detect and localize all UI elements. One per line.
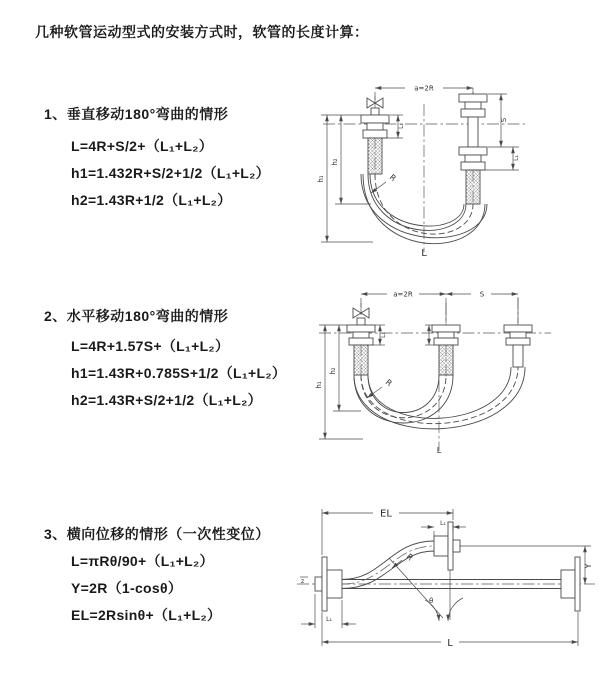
- left-flange-assembly: [315, 557, 342, 611]
- dim-label-l1-top: L₁: [440, 520, 446, 527]
- dimension-l1-left: [301, 594, 356, 628]
- section-2-formula-L: L=4R+1.57S+（L₁+L₂）: [71, 338, 230, 354]
- dimension-l1-top: [421, 520, 466, 536]
- dim-label-el: EL: [380, 508, 392, 520]
- section-2-heading: 2、水平移动180°弯曲的情形: [44, 308, 229, 324]
- dim-label-s: S: [479, 290, 485, 299]
- dim-label-l: L: [447, 638, 453, 649]
- dim-label-a2r: a=2R: [393, 290, 413, 299]
- centerline-mark: z: [301, 578, 305, 585]
- diagram-horizontal-180-bend: [313, 281, 593, 455]
- dim-label-l1-right: L₁: [513, 155, 520, 161]
- section-1-formula-h2: h2=1.43R+1/2（L₁+L₂）: [71, 192, 232, 208]
- section-3-formula-EL: EL=2Rsinθ+（L₁+L₂）: [71, 607, 222, 623]
- dim-label-h2: h₂: [329, 367, 337, 375]
- hose-s-curve: [342, 541, 434, 589]
- dim-label-l1-left: L₁: [398, 123, 405, 129]
- dim-label-r: R: [383, 377, 394, 389]
- dimension-a2r: [375, 85, 473, 101]
- dim-label-theta: θ: [429, 597, 434, 605]
- section-3-formula-Y: Y=2R（1-cosθ）: [71, 580, 183, 596]
- dimension-a2r: [361, 291, 446, 324]
- dim-label-l1-left: L₁: [326, 616, 332, 623]
- dimension-el: [322, 509, 453, 556]
- diagram-lateral-displacement: [293, 500, 600, 660]
- right-flange-assembly: [504, 325, 532, 367]
- section-3-formula-L: L=πRθ/90+（L₁+L₂）: [71, 553, 214, 569]
- dim-label-a2r: a=2R: [414, 84, 434, 93]
- section-3-heading: 3、横向位移的情形（一次性变位）: [44, 526, 270, 542]
- dimension-radius: [367, 378, 394, 398]
- right-flange-assembly: [459, 94, 487, 204]
- hose-u-bends: [354, 367, 525, 429]
- dim-label-h1: h₁: [317, 175, 325, 183]
- page-title: 几种软管运动型式的安装方式时，软管的长度计算：: [35, 24, 369, 40]
- dim-label-h2: h₂: [331, 158, 339, 166]
- section-1-formula-h1: h1=1.432R+S/2+1/2（L₁+L₂）: [71, 165, 270, 181]
- dimension-s: [488, 94, 519, 147]
- upper-flange-assembly: [434, 522, 460, 570]
- diagram-vertical-180-bend: [313, 74, 593, 258]
- dim-label-l: L: [421, 248, 427, 259]
- dim-label-l1: L₁: [380, 332, 387, 338]
- dim-label-l: L: [436, 446, 442, 455]
- left-flange-assembly: [361, 108, 389, 174]
- section-1-formula-L: L=4R+S/2+（L₁+L₂）: [71, 138, 214, 154]
- middle-flange-assembly: [432, 325, 460, 375]
- section-2-formula-h1: h1=1.43R+0.785S+1/2（L₁+L₂）: [71, 365, 287, 381]
- dim-label-h1: h₁: [315, 381, 323, 389]
- dimension-s: [446, 291, 518, 324]
- dim-label-r: R: [387, 172, 398, 184]
- section-2-formula-h2: h2=1.43R+S/2+1/2（L₁+L₂）: [71, 392, 262, 408]
- dim-label-s: S: [500, 117, 508, 123]
- left-flange-assembly: [347, 318, 375, 375]
- dim-label-r: R: [404, 552, 415, 563]
- section-1-heading: 1、垂直移动180°弯曲的情形: [44, 106, 229, 122]
- dim-label-y: Y: [584, 563, 593, 569]
